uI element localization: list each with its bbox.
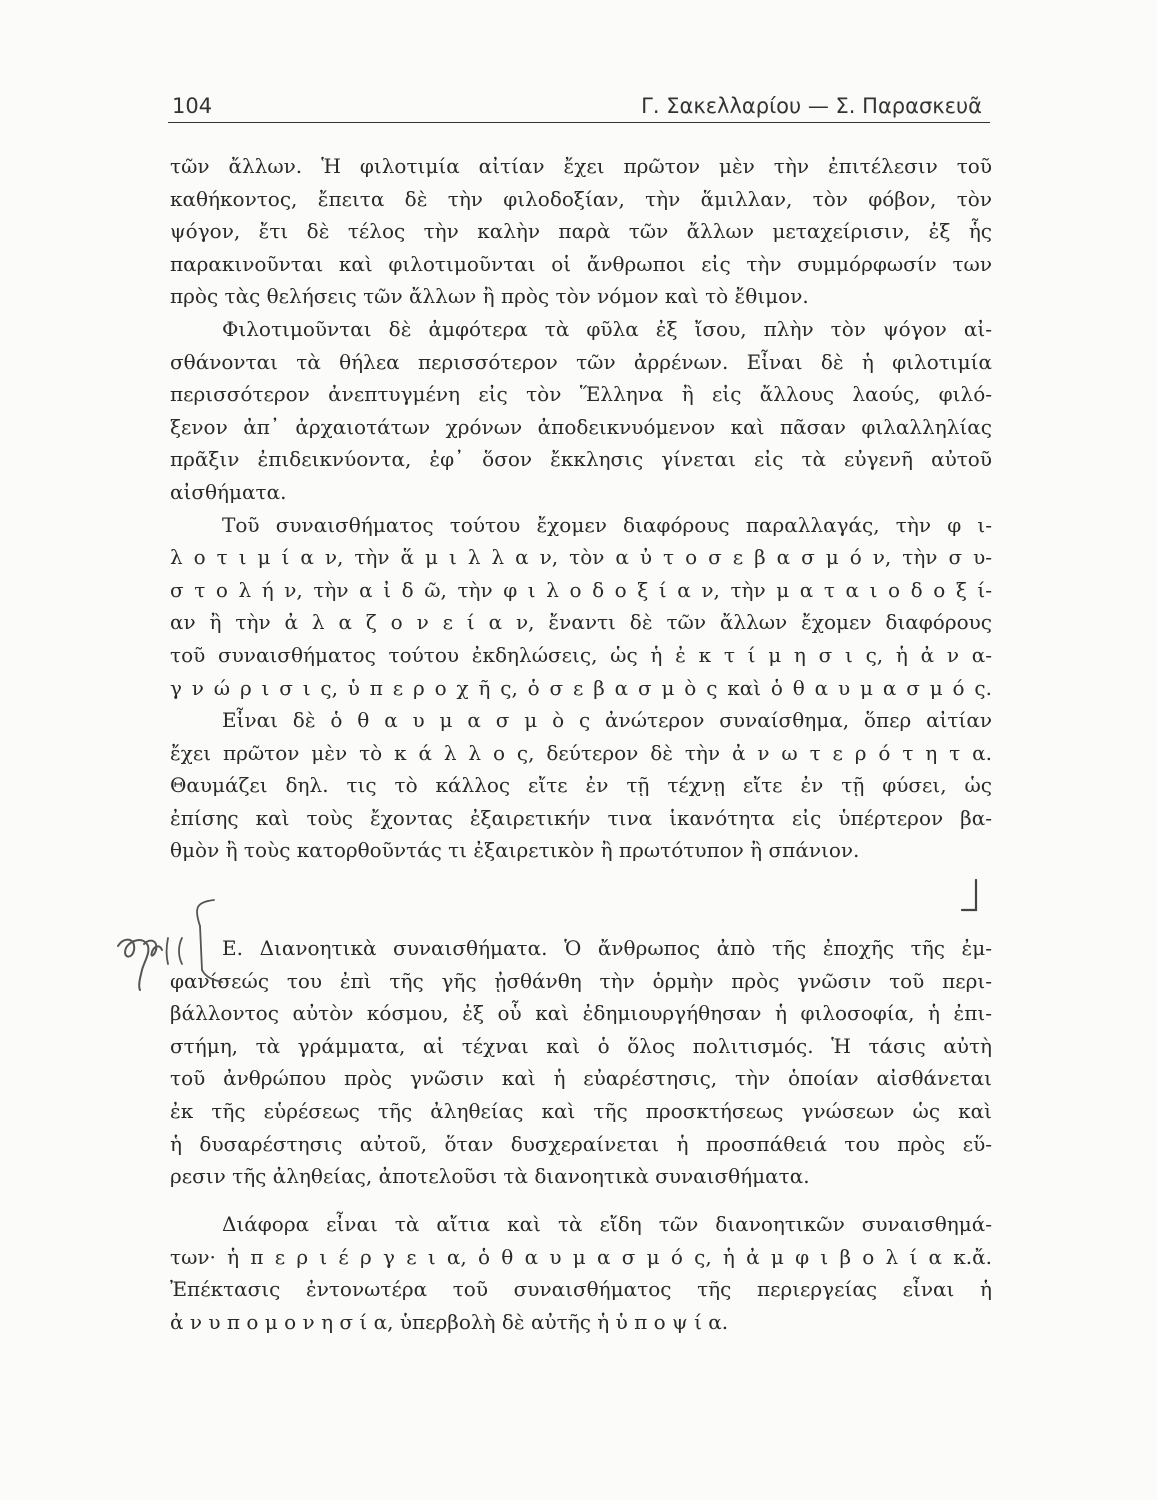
text-line: γ ν ώ ρ ι σ ι ς, ὑ π ε ρ ο χ ῆ ς, ὁ σ ε β α σ μ ὸ ς καὶ ὁ θ α υ μ α σ μ ό ς. [170,675,992,700]
text-line: Φιλοτιμοῦνται δὲ ἀμφότερα τὰ φῦλα ἐξ ἴσου, πλὴν τὸν ψόγον αἰ- [222,316,992,341]
text-line: των· ἡ π ε ρ ι έ ρ γ ε ι α, ὁ θ α υ μ α σ μ ό ς, ἡ ἀ μ φ ι β ο λ ί α κ.ἄ. [170,1244,992,1269]
text-line: λ ο τ ι μ ί α ν, τὴν ἅ μ ι λ λ α ν, τὸν α ὐ τ ο σ ε β α σ μ ό ν, τὴν σ υ- [170,545,992,570]
paragraph-3 [170,509,992,705]
text-block-2 [170,932,992,1193]
text-line: ἐκ τῆς εὑρέσεως τῆς ἀληθείας καὶ τῆς προσκτήσεως γνώσεων ὡς καὶ [170,1098,992,1123]
text-line: σθάνονται τὰ θήλεα περισσότερον τῶν ἀρρένων. Εἶναι δὲ ἡ φιλοτιμία [170,349,992,374]
text-line: ξενον ἀπ᾿ ἀρχαιοτάτων χρόνων ἀποδεικνυόμενον καὶ πᾶσαν φιλαλληλίας [170,414,992,439]
text-line: βάλλοντος αὐτὸν κόσμου, ἐξ οὗ καὶ ἐδημιουργήθησαν ἡ φιλοσοφία, ἡ ἐπι- [170,1001,992,1026]
handwritten-annotation [114,898,224,1018]
bracket-mark [960,878,982,914]
text-line: στήμη, τὰ γράμματα, αἱ τέχναι καὶ ὁ ὅλος πολιτισμός. Ἡ τάσις αὐτὴ [170,1033,992,1058]
text-line: τοῦ ἀνθρώπου πρὸς γνῶσιν καὶ ἡ εὐαρέστησις, τὴν ὁποίαν αἰσθάνεται [170,1066,992,1091]
text-block-1 [170,150,992,867]
text-line: τῶν ἄλλων. Ἡ φιλοτιμία αἰτίαν ἔχει πρῶτον μὲν τὴν ἐπιτέλεσιν τοῦ [170,154,992,178]
paragraph-2 [170,313,992,509]
text-block-3 [170,1208,992,1338]
text-line: σ τ ο λ ή ν, τὴν α ἰ δ ῶ, τὴν φ ι λ ο δ ο ξ ί α ν, τὴν μ α τ α ι ο δ ο ξ ί- [170,577,992,602]
paragraph-1 [170,150,992,313]
text-line: περισσότερον ἀνεπτυγμένη εἰς τὸν Ἕλληνα ἢ εἰς ἄλλους λαούς, φιλό- [170,382,992,407]
text-line: καθήκοντος, ἔπειτα δὲ τὴν φιλοδοξίαν, τὴν ἅμιλλαν, τὸν φόβον, τὸν [170,186,992,211]
paragraph-6 [170,1208,992,1338]
text-line: πρᾶξιν ἐπιδεικνύοντα, ἐφ᾿ ὅσον ἔκκλησις γίνεται εἰς τὰ εὐγενῆ αὐτοῦ [170,447,992,472]
text-line: φανίσεώς του ἐπὶ τῆς γῆς ᾐσθάνθη τὴν ὁρμὴν πρὸς γνῶσιν τοῦ περι- [170,968,992,993]
text-line: αν ἢ τὴν ἀ λ α ζ ο ν ε ί α ν, ἔναντι δὲ τῶν ἄλλων ἔχομεν διαφόρους [170,610,992,635]
text-line: Διάφορα εἶναι τὰ αἴτια καὶ τὰ εἴδη τῶν διανοητικῶν συναισθημά- [222,1212,992,1236]
text-line: πρὸς τὰς θελήσεις τῶν ἄλλων ἢ πρὸς τὸν νόμον καὶ τὸ ἔθιμον. [170,284,809,309]
text-line: Εἶναι δὲ ὁ θ α υ μ α σ μ ὸ ς ἀνώτερον συναίσθημα, ὅπερ αἰτίαν [222,708,992,733]
paragraph-4 [170,704,992,867]
running-head: Γ. Σακελλαρίου — Σ. Παρασκευᾶ [641,94,982,118]
page-header [168,92,990,123]
text-line: Θαυμάζει δηλ. τις τὸ κάλλος εἴτε ἐν τῇ τέχνῃ εἴτε ἐν τῇ φύσει, ὡς [170,773,992,798]
text-line: τοῦ συναισθήματος τούτου ἐκδηλώσεις, ὡς ἡ ἐ κ τ ί μ η σ ι ς, ἡ ἀ ν α- [170,642,992,667]
text-line: ψόγον, ἔτι δὲ τέλος τὴν καλὴν παρὰ τῶν ἄλλων μεταχείρισιν, ἐξ ἧς [170,219,992,244]
text-line: ἡ δυσαρέστησις αὐτοῦ, ὅταν δυσχεραίνεται ἡ προσπάθειά του πρὸς εὕ- [170,1131,992,1156]
text-line: Τοῦ συναισθήματος τούτου ἔχομεν διαφόρους παραλλαγάς, τὴν φ ι- [222,512,992,537]
text-line: ρεσιν τῆς ἀληθείας, ἀποτελοῦσι τὰ διανοητικὰ συναισθήματα. [170,1164,810,1189]
section-heading-line: Ε. Διανοητικὰ συναισθήματα. Ὁ ἄνθρωπος ἀπὸ τῆς ἐποχῆς τῆς ἐμ- [222,936,992,960]
text-line: παρακινοῦνται καὶ φιλοτιμοῦνται οἱ ἄνθρωποι εἰς τὴν συμμόρφωσίν των [170,251,992,276]
paragraph-5 [170,932,992,1193]
page-number: 104 [172,94,213,118]
text-line: Ἐπέκτασις ἐντονωτέρα τοῦ συναισθήματος τῆς περιεργείας εἶναι ἡ [170,1277,992,1302]
text-line: αἰσθήματα. [170,479,287,504]
text-line: ἀ ν υ π ο μ ο ν η σ ί α, ὑπερβολὴ δὲ αὐτῆς ἡ ὑ π ο ψ ί α. [170,1309,729,1334]
text-line: ἐπίσης καὶ τοὺς ἔχοντας ἐξαιρετικήν τινα ἱκανότητα εἰς ὑπέρτερον βα- [170,805,992,830]
text-line: θμὸν ἢ τοὺς κατορθοῦντάς τι ἐξαιρετικὸν ἢ πρωτότυπον ἢ σπάνιον. [170,838,860,863]
text-line: ἔχει πρῶτον μὲν τὸ κ ά λ λ ο ς, δεύτερον δὲ τὴν ἀ ν ω τ ε ρ ό τ η τ α. [170,740,992,765]
